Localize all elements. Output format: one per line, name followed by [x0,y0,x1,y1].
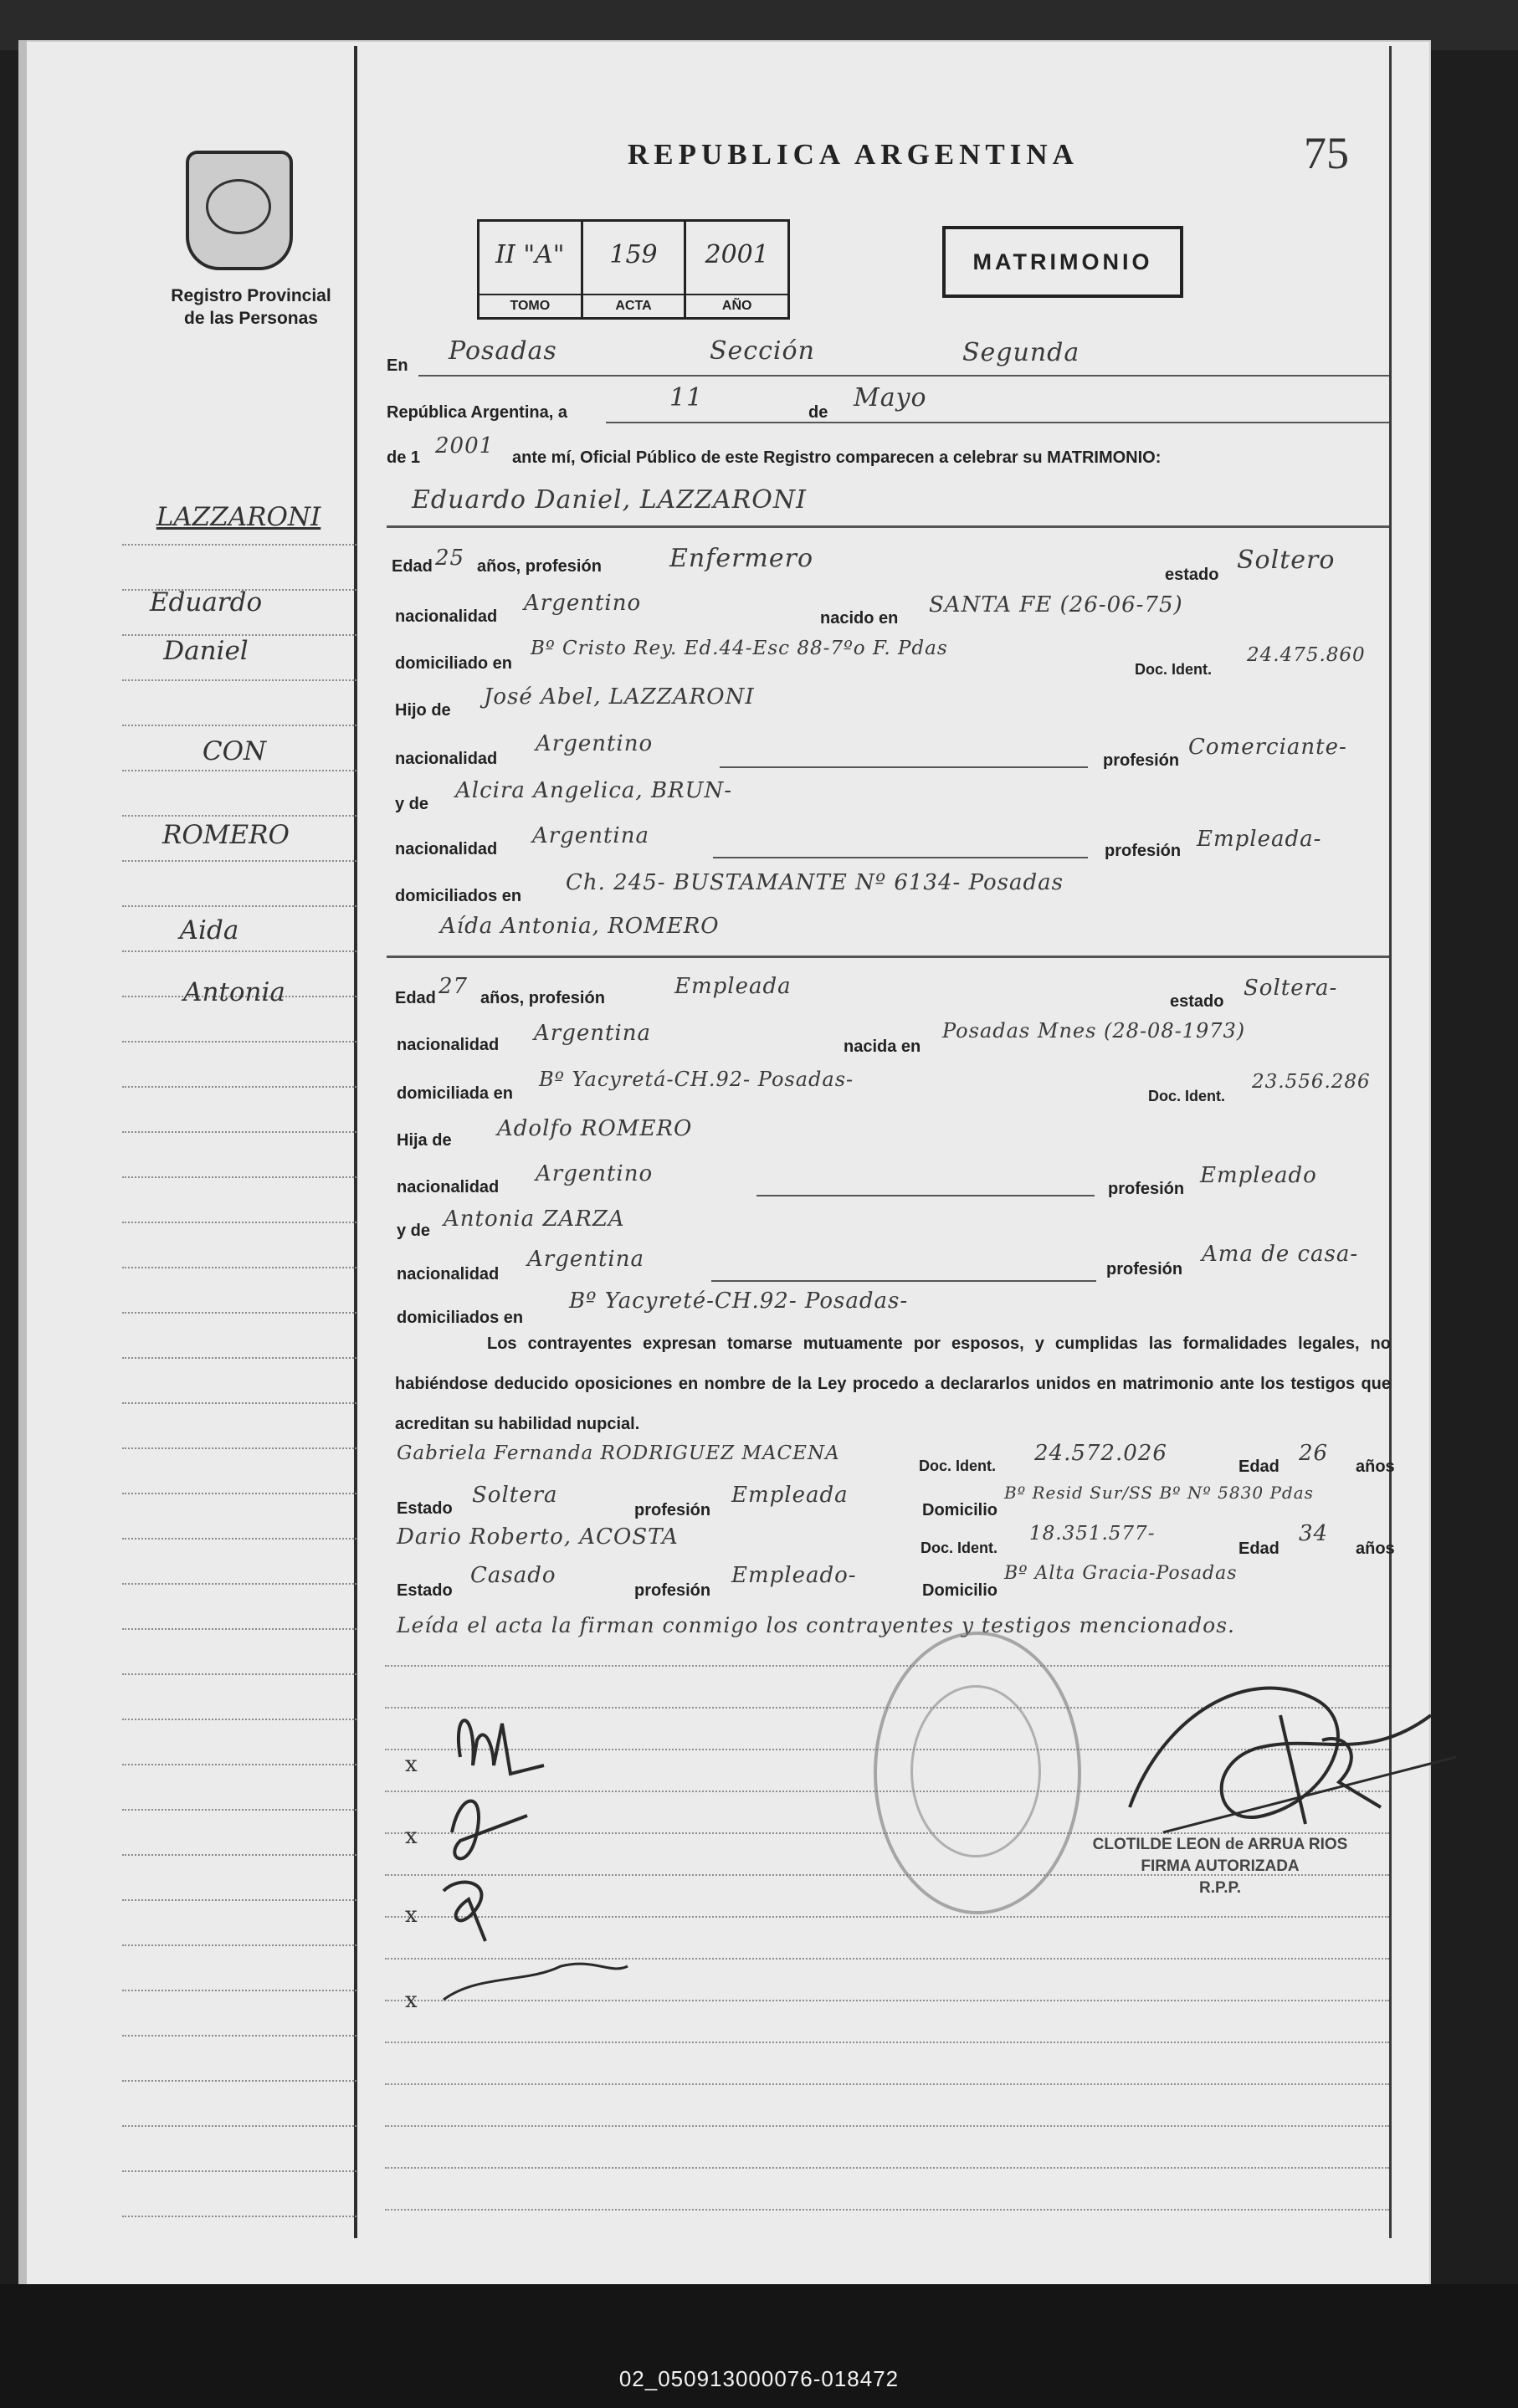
margin-bride-name1: Aida [179,915,239,945]
place-underline [418,375,1389,377]
bride-mother: Antonia ZARZA [444,1207,625,1232]
margin-rule-line [122,1402,356,1404]
bride-name-rule [387,956,1389,958]
groom-father-profession: Comerciante- [1188,735,1347,760]
margin-rule [354,46,357,2238]
body-rule-line [385,2125,1389,2127]
margin-rule-line [122,1538,356,1540]
margin-rule-line [122,1447,356,1449]
ano-label: AÑO [686,294,787,317]
label-en: En [387,356,408,375]
margin-rule-line [122,1719,356,1720]
country-heading: REPUBLICA ARGENTINA [628,138,1079,171]
bride-full-name: Aída Antonia, ROMERO [440,914,720,939]
label-de-month: de [808,403,828,422]
page-number: 75 [1304,128,1349,178]
bride-nationality: Argentina [534,1021,651,1046]
label-domicilio-w1: Domicilio [922,1501,998,1519]
ano-value: 2001 [705,240,769,269]
bride-age: 27 [438,974,469,999]
margin-rule-line [122,1809,356,1811]
tomo-label: TOMO [480,294,581,317]
bride-status: Soltera- [1244,976,1338,1001]
witness2-address: Bº Alta Gracia-Posadas [1004,1563,1238,1584]
label-hijo-de: Hijo de [395,701,451,720]
bride-birthplace: Posadas Mnes (28-08-1973) [942,1019,1246,1043]
gfather-underline [720,766,1088,768]
witness1-profession: Empleada [731,1483,849,1508]
label-doc-groom: Doc. Ident. [1135,661,1213,678]
margin-rule-line [122,1131,356,1133]
margin-rule-line [122,1312,356,1314]
label-profesion-gmother: profesión [1105,842,1182,860]
label-nacionalidad-bfather: nacionalidad [397,1178,500,1196]
registry-label [142,284,360,330]
body-rule-line [385,2083,1389,2085]
label-estado-bride: estado [1170,992,1224,1011]
label-ante-mi: ante mí, Oficial Público de este Registro comparecen a celebrar su MATRIMONIO: [512,448,1162,467]
margin-rule-line [122,1899,356,1901]
label-de-year: de 1 [387,448,421,467]
margin-rule-line [122,679,356,681]
margin-rule-line [122,1854,356,1856]
bfather-underline [756,1195,1095,1196]
bride-father-profession: Empleado [1200,1163,1317,1188]
witness2-profession: Empleado- [731,1563,857,1588]
sign-mark-3: x [405,1903,418,1928]
label-estado-w1: Estado [397,1499,453,1518]
label-anos-profesion-groom: años, profesión [477,557,602,576]
groom-profession: Enfermero [669,544,814,573]
groom-address: Bº Cristo Rey. Ed.44-Esc 88-7ºo F. Pdas [531,638,948,659]
margin-rule-line [122,544,356,546]
label-profesion-gfather: profesión [1103,751,1180,770]
place-section-word: Sección [710,336,815,366]
margin-rule-line [122,2170,356,2172]
date-underline [606,422,1389,423]
acta-label: ACTA [583,294,685,317]
label-nacionalidad-bmother: nacionalidad [397,1265,500,1283]
registry-line-1: Registro Provincial [171,286,331,305]
groom-mother-nationality: Argentina [532,823,649,848]
margin-rule-line [122,1041,356,1043]
groom-full-name: Eduardo Daniel, LAZZARONI [412,485,807,515]
official-stamp-icon [874,1632,1081,1914]
margin-groom-name1: Eduardo [149,587,263,617]
ref-acta [583,222,687,317]
authority-name: CLOTILDE LEON de ARRUA RIOS [1092,1836,1348,1853]
label-domiciliados-en-bride: domiciliados en [397,1309,524,1327]
footer-code: 02_050913000076-018472 [618,2366,900,2391]
authority-block [1053,1834,1387,1899]
body-rule-line [385,2167,1389,2169]
witness2-status: Casado [470,1563,556,1588]
sign-mark-1: x [405,1752,418,1777]
label-edad-groom: Edad [392,557,433,576]
party-signatures-icon [427,1690,644,2025]
place-section: Segunda [962,338,1080,367]
witness1-age: 26 [1299,1441,1329,1466]
bride-address: Bº Yacyretá-CH.92- Posadas- [539,1068,854,1091]
margin-rule-line [122,905,356,907]
authority-title: FIRMA AUTORIZADA [1141,1857,1300,1875]
margin-rule-line [122,1673,356,1675]
bride-doc: 23.556.286 [1252,1071,1371,1093]
date-month: Mayo [854,383,927,412]
label-nacionalidad-gmother: nacionalidad [395,840,498,858]
declaration-text: Los contrayentes expresan tomarse mutuamente por esposos, y cumplidas las formalidades legales, no habiéndose deducido oposiciones en nombre de la Ley procedo a declararlos unidos en matrimonio ante los testigos que acreditan su habilidad nupcial. [395,1335,1391,1433]
witness1-doc: 24.572.026 [1034,1441,1167,1466]
acta-value: 159 [609,240,658,269]
bmother-underline [711,1280,1096,1282]
margin-rule-line [122,725,356,726]
registry-line-2: de las Personas [184,309,318,328]
bride-mother-profession: Ama de casa- [1202,1242,1359,1267]
margin-rule-line [122,2216,356,2217]
witness1-status: Soltera [472,1483,558,1508]
label-nacido-en: nacido en [820,609,899,628]
margin-rule-line [122,1267,356,1268]
label-edad-bride: Edad [395,989,436,1007]
margin-bride-name2: Antonia [183,977,285,1007]
ref-ano [686,222,787,317]
margin-rule-line [122,770,356,771]
label-nacida-en: nacida en [844,1037,921,1056]
closing-note: Leída el acta la firman conmigo los contrayentes y testigos mencionados. [397,1613,1235,1637]
margin-rule-line [122,1764,356,1765]
label-profesion-w1: profesión [634,1501,711,1519]
groom-mother: Alcira Angelica, BRUN- [455,778,733,803]
officer-signature-icon [1113,1665,1464,1857]
margin-rule-line [122,1944,356,1946]
groom-age: 25 [435,546,465,571]
label-domicilio-w2: Domicilio [922,1581,998,1600]
label-domiciliada-en: domiciliada en [397,1084,513,1103]
margin-rule-line [122,950,356,952]
right-rule [1389,46,1392,2238]
margin-bride-surname: ROMERO [162,820,290,850]
label-anos-w2: años [1356,1540,1395,1558]
sign-mark-2: x [405,1824,418,1849]
groom-mother-profession: Empleada- [1197,827,1322,852]
label-hija-de: Hija de [397,1131,452,1150]
label-edad-w1: Edad [1239,1458,1280,1476]
act-reference-box [477,219,790,320]
margin-rule-line [122,1493,356,1494]
witness2-name: Dario Roberto, ACOSTA [397,1524,679,1550]
date-year: 2001 [435,433,495,459]
label-domiciliados-en-groom: domiciliados en [395,887,522,905]
label-republica: República Argentina, a [387,403,567,422]
witness2-age: 34 [1299,1521,1329,1546]
bride-parents-address: Bº Yacyreté-CH.92- Posadas- [569,1289,909,1314]
authority-office: R.P.P. [1198,1879,1241,1897]
margin-rule-line [122,860,356,862]
witness2-doc: 18.351.577- [1029,1523,1156,1545]
margin-rule-line [122,1176,356,1178]
label-anos-w1: años [1356,1458,1395,1476]
margin-rule-line [122,1357,356,1359]
label-profesion-bmother: profesión [1106,1260,1183,1278]
label-nacionalidad-groom: nacionalidad [395,607,498,626]
label-y-de-groom: y de [395,795,429,813]
groom-doc: 24.475.860 [1247,644,1366,666]
groom-parents-address: Ch. 245- BUSTAMANTE Nº 6134- Posadas [566,870,1064,895]
label-doc-w2: Doc. Ident. [921,1540,998,1556]
act-type-box: MATRIMONIO [942,226,1183,298]
margin-rule-line [122,1222,356,1223]
date-day: 11 [669,383,704,412]
bride-father: Adolfo ROMERO [497,1116,693,1141]
page-edge [18,40,27,2299]
label-estado-w2: Estado [397,1581,453,1600]
place-city: Posadas [449,336,557,366]
groom-status: Soltero [1237,546,1336,575]
tomo-value: II "A" [495,240,565,269]
margin-rule-line [122,815,356,817]
margin-groom-surname: LAZZARONI [156,502,321,532]
margin-connector: CON [202,736,267,766]
label-nacionalidad-bride: nacionalidad [397,1036,500,1054]
margin-rule-line [122,2125,356,2127]
label-anos-profesion-bride: años, profesión [480,989,605,1007]
margin-rule-line [122,1990,356,1991]
label-profesion-bfather: profesión [1108,1180,1185,1198]
label-domiciliado-en: domiciliado en [395,654,513,673]
label-doc-bride: Doc. Ident. [1148,1088,1226,1104]
body-rule-line [385,2042,1389,2043]
body-rule-line [385,2209,1389,2211]
label-edad-w2: Edad [1239,1540,1280,1558]
margin-rule-line [122,2080,356,2082]
groom-father: José Abel, LAZZARONI [484,684,755,710]
gmother-underline [713,857,1088,858]
margin-rule-line [122,1628,356,1630]
groom-name-rule [387,525,1389,528]
ref-tomo [480,222,583,317]
margin-rule-line [122,1086,356,1088]
provincial-seal-icon [186,151,293,270]
groom-nationality: Argentino [524,591,642,616]
label-nacionalidad-gfather: nacionalidad [395,750,498,768]
label-profesion-w2: profesión [634,1581,711,1600]
label-y-de-bride: y de [397,1222,431,1240]
bride-mother-nationality: Argentina [527,1247,644,1272]
sign-mark-4: x [405,1988,418,2013]
witness1-name: Gabriela Fernanda RODRIGUEZ MACENA [397,1442,840,1464]
groom-father-nationality: Argentino [536,731,654,756]
groom-birthplace: SANTA FE (26-06-75) [929,592,1183,617]
label-doc-w1: Doc. Ident. [919,1458,997,1474]
margin-groom-name2: Daniel [163,636,249,666]
bride-profession: Empleada [674,974,792,999]
label-estado-groom: estado [1165,566,1219,584]
margin-rule-line [122,2035,356,2037]
bride-father-nationality: Argentino [536,1161,654,1186]
witness1-address: Bº Resid Sur/SS Bº Nº 5830 Pdas [1004,1483,1314,1503]
margin-rule-line [122,1583,356,1585]
